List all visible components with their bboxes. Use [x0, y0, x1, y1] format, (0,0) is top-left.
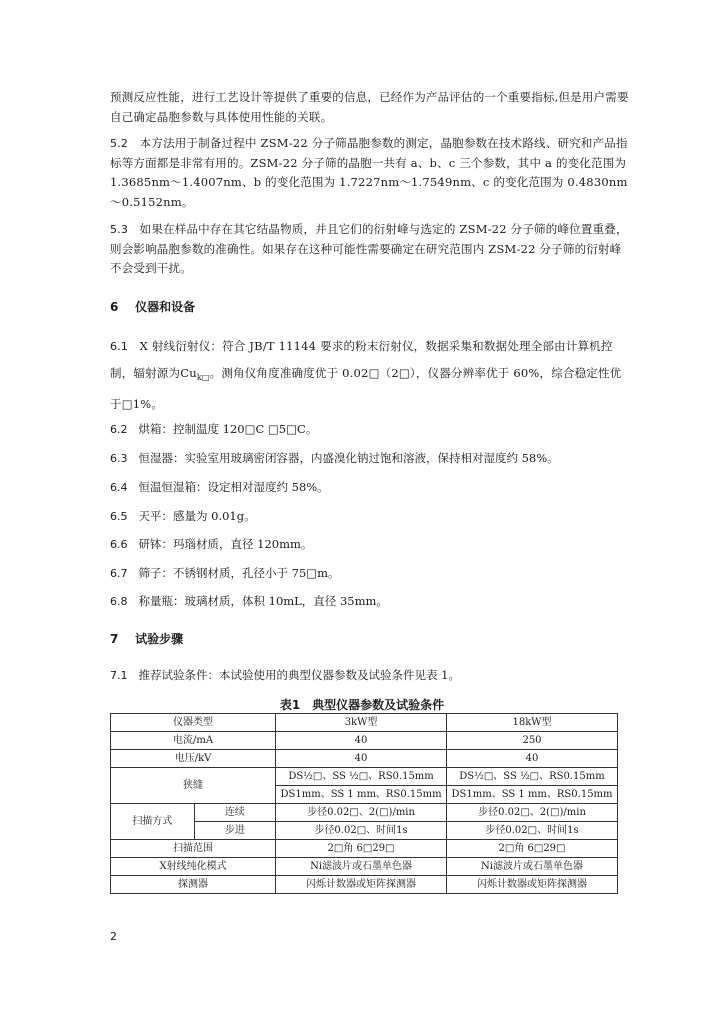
clause-number: 5.2	[110, 137, 129, 150]
table-cell: 40	[276, 750, 447, 768]
table-row	[111, 732, 618, 750]
table-cell: DS1mm、SS 1 mm、RS0.15mm	[276, 786, 447, 804]
section-number: 6	[110, 300, 119, 314]
table-cell: DS1mm、SS 1 mm、RS0.15mm	[447, 786, 618, 804]
table-cell: Ni滤波片或石墨单色器	[276, 858, 447, 876]
clause-text: 恒湿器：实验室用玻璃密闭容器，内盛溴化钠过饱和溶液，保持相对湿度约 58%。	[138, 451, 559, 465]
clause-text: 如果在样品中存在其它结晶物质，并且它们的衍射峰与选定的 ZSM-22 分子筛的峰位置重叠，则会影响晶胞参数的准确性。如果存在这种可能性需要确定在研究范围内 ZSM-22 分子筛的衍射峰不会受到干扰。	[110, 222, 628, 275]
clause-text: 称量瓶：玻璃材质，体积 10mL，直径 35mm。	[138, 594, 388, 608]
table-cell: 狭缝	[111, 768, 276, 804]
clause-number: 7.1	[110, 669, 128, 682]
clause-text: 恒温恒湿箱：设定相对湿度约 58%。	[138, 480, 329, 494]
clause-5-2	[110, 134, 630, 212]
clause-6-5	[110, 507, 630, 526]
table-row	[111, 858, 618, 876]
clause-6-1	[110, 333, 630, 418]
clause-text-b: 。测角仪角度准确度优于 0.02□（2□），仪器分辨率优于 60%，综合稳定性优于□1%。	[110, 366, 622, 411]
clause-text-a: X 射线衍射仪：符合 JB/T 11144 要求的粉末衍射仪，数据采集和数据处理全部由计算机控制，辐射源为	[110, 339, 613, 380]
table-cell: DS½□、SS ½□、RS0.15mm	[447, 768, 618, 786]
table-cell: 扫描方式	[111, 804, 195, 840]
table-cell: 闪烁计数器或矩阵探测器	[276, 876, 447, 894]
clause-6-4	[110, 478, 630, 497]
clause-number: 6.1	[110, 340, 129, 353]
clause-6-2	[110, 420, 630, 439]
clause-number: 6.3	[110, 452, 128, 465]
clause-text: 研钵：玛瑙材质，直径 120mm。	[138, 537, 313, 551]
clause-5-3	[110, 220, 630, 279]
table-cell: DS½□、SS ½□、RS0.15mm	[276, 768, 447, 786]
clause-number: 6.5	[110, 510, 128, 523]
clause-6-6	[110, 535, 630, 554]
clause-number: 6.4	[110, 481, 128, 494]
table-row	[111, 714, 618, 732]
table-cell: 扫描范围	[111, 840, 276, 858]
section-number: 7	[110, 632, 119, 646]
table-cell: Ni滤波片或石墨单色器	[447, 858, 618, 876]
table-title: 表1 典型仪器参数及试验条件	[279, 698, 445, 712]
table-cell: 40	[276, 732, 447, 750]
clause-6-8	[110, 592, 630, 611]
clause-7-1	[110, 666, 630, 685]
clause-6-3	[110, 449, 630, 468]
table-cell: 步径0.02□、2(□)/min	[447, 804, 618, 822]
parameters-table	[110, 713, 618, 894]
paragraph-continuation: 预测反应性能，进行工艺设计等提供了重要的信息，已经作为产品评估的一个重要指标,但是用户需要自己确定晶胞参数与具体使用性能的关联。	[110, 90, 629, 124]
clause-number: 5.3	[110, 223, 129, 236]
section-title: 试验步骤	[135, 632, 184, 646]
table-cell: 步径0.02□、2(□)/min	[276, 804, 447, 822]
clause-text: 本方法用于制备过程中 ZSM-22 分子筛晶胞参数的测定，晶胞参数在技术路线、研究和产品指标等方面都是非常有用的。ZSM-22 分子筛的晶胞一共有 a、b、c 三个参数，其中 a 的变化范围为 1.3685nm～1.4007nm、b 的变化范围为 1.7227nm～1.7549nm、c 的变化范围为 0.4830nm～0.5152nm。	[110, 136, 628, 209]
page-number: 2	[110, 930, 117, 943]
table-row	[111, 768, 618, 786]
table-cell: 仪器类型	[111, 714, 276, 732]
table-row	[111, 876, 618, 894]
section-heading-6	[110, 298, 195, 315]
table-cell: 探测器	[111, 876, 276, 894]
clause-text: 筛子：不锈钢材质，孔径小于 75□m。	[138, 566, 340, 580]
table-cell: 18kW型	[447, 714, 618, 732]
table-cell: 电压/kV	[111, 750, 276, 768]
table-cell: 2□角 6□29□	[276, 840, 447, 858]
table-row	[111, 804, 618, 822]
table-cell: 2□角 6□29□	[447, 840, 618, 858]
clause-number: 6.2	[110, 423, 128, 436]
table-cell: X射线纯化模式	[111, 858, 276, 876]
section-title: 仪器和设备	[135, 300, 196, 314]
table-cell: 步径0.02□、时间1s	[447, 822, 618, 840]
clause-number: 6.8	[110, 595, 128, 608]
clause-text: 天平：感量为 0.01g。	[138, 509, 256, 523]
table-cell: 连续	[194, 804, 275, 822]
clause-text: 推荐试验条件：本试验使用的典型仪器参数及试验条件见表 1。	[138, 668, 460, 682]
table-row	[111, 750, 618, 768]
table-cell: 40	[447, 750, 618, 768]
table-cell: 3kW型	[276, 714, 447, 732]
radiation-source: Cu	[180, 366, 197, 380]
clause-text: 烘箱：控制温度 120□C □5□C。	[138, 422, 318, 436]
table-row	[111, 840, 618, 858]
radiation-subscript: k□	[196, 373, 210, 382]
table-cell: 闪烁计数器或矩阵探测器	[447, 876, 618, 894]
section-heading-7	[110, 630, 183, 647]
clause-6-7	[110, 564, 630, 583]
clause-number: 6.6	[110, 538, 128, 551]
clause-number: 6.7	[110, 567, 128, 580]
table-cell: 步进	[194, 822, 275, 840]
table-cell: 步径0.02□、时间1s	[276, 822, 447, 840]
table-cell: 电流/mA	[111, 732, 276, 750]
table-cell: 250	[447, 732, 618, 750]
